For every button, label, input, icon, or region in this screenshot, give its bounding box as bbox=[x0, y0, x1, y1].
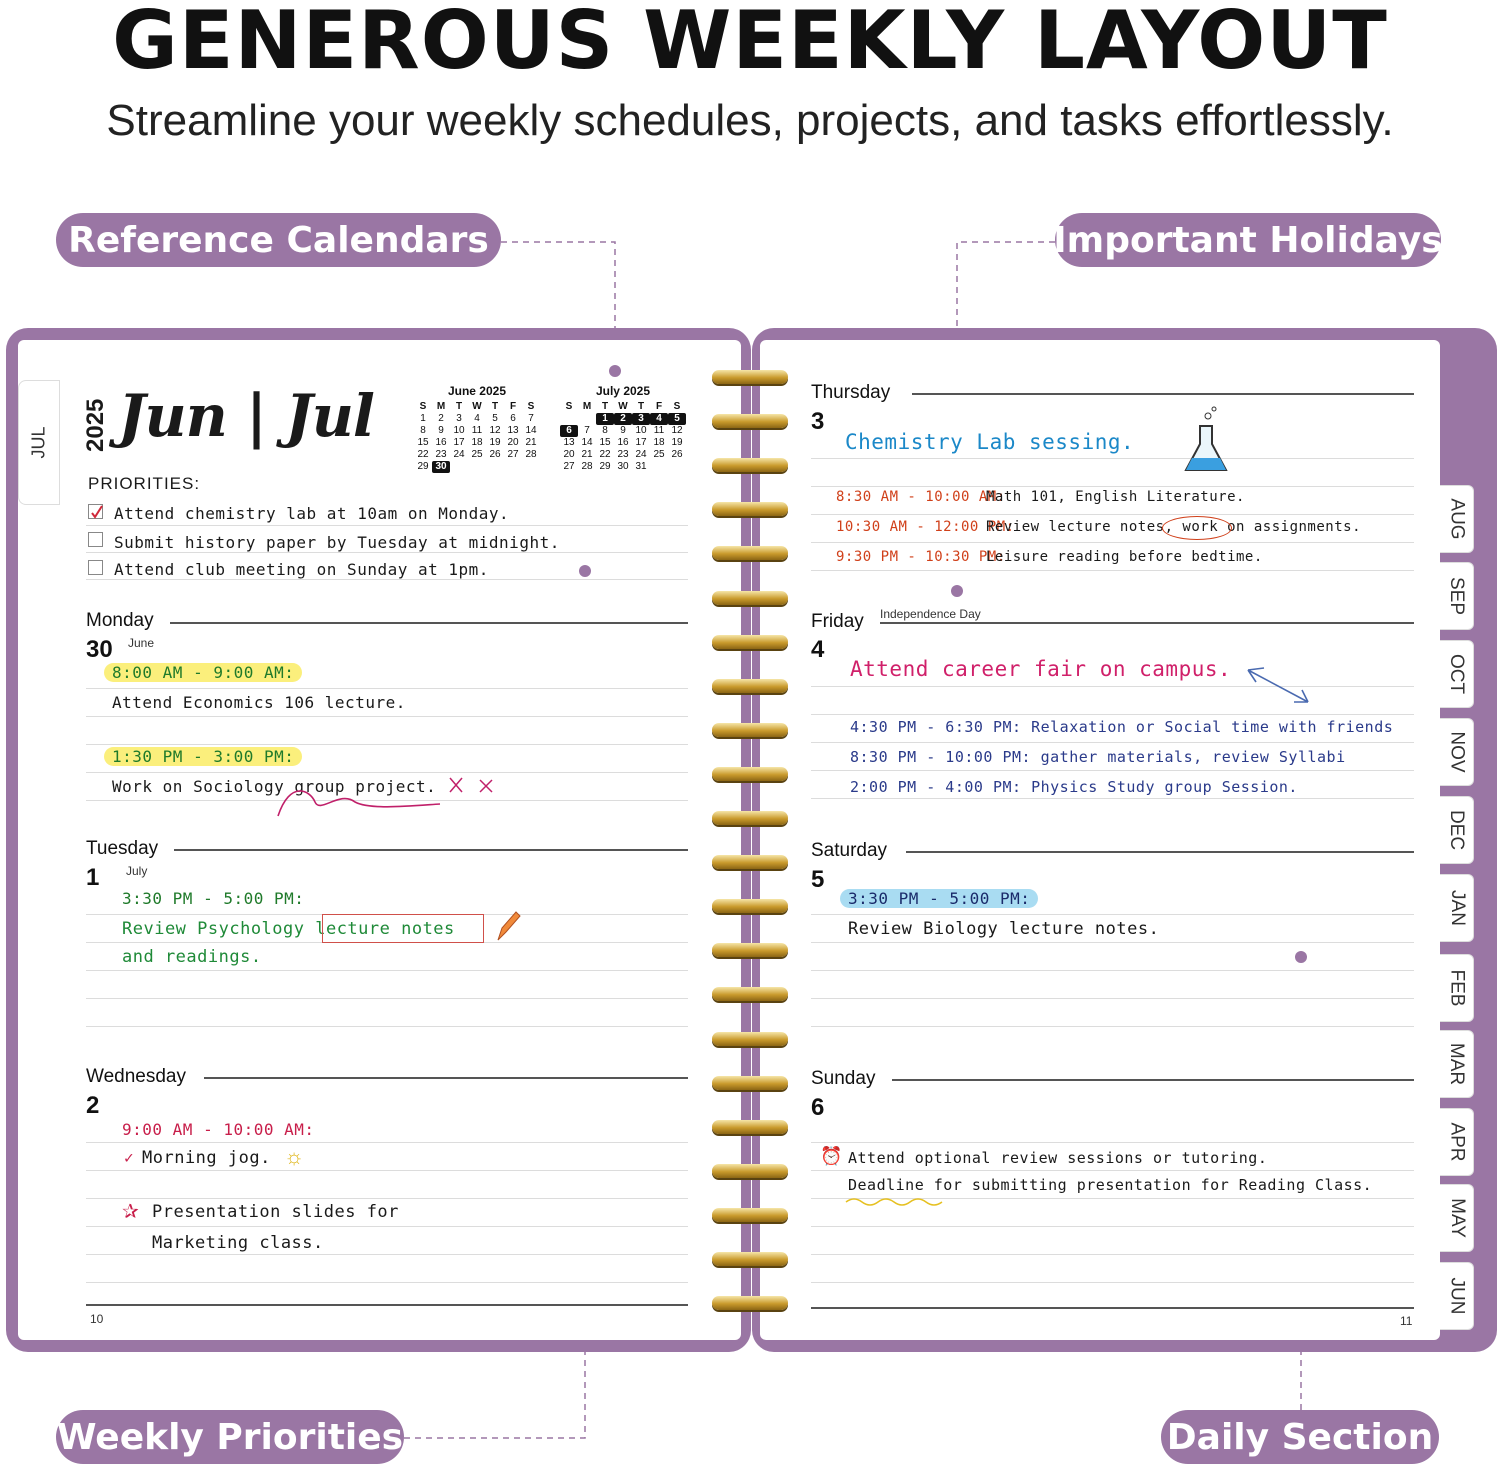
spiral-ring bbox=[712, 1076, 788, 1090]
day-number-thursday: 3 bbox=[811, 408, 825, 435]
priority-checkbox-2[interactable] bbox=[88, 532, 103, 547]
entry-text: Marketing class. bbox=[152, 1233, 324, 1253]
day-number-wednesday: 2 bbox=[86, 1092, 100, 1119]
entry-text: 4:30 PM - 6:30 PM: Relaxation or Social time with friends bbox=[850, 718, 1394, 736]
entry-text: Attend optional review sessions or tutoring. bbox=[848, 1149, 1268, 1167]
day-name-saturday: Saturday bbox=[811, 840, 888, 861]
spiral-ring bbox=[712, 1120, 788, 1134]
year-label: 2025 bbox=[82, 398, 109, 452]
sun-icon: ☼ bbox=[284, 1144, 305, 1169]
entry-text: Deadline for submitting presentation for Reading Class. bbox=[848, 1176, 1373, 1194]
spiral-ring bbox=[712, 987, 788, 1001]
day-number-tuesday: 1 bbox=[86, 864, 100, 891]
june-calendar: June 2025 S M T W T F S 1 2 3 4 5 6 7 8 9 10 11 12 13 14 15 16 17 18 19 20 21 22 23 24 25 26 27 28 29 30 bbox=[417, 384, 537, 472]
time-label: 9:30 PM - 10:30 PM: bbox=[836, 549, 1006, 565]
star-icon: ✰ bbox=[122, 1201, 139, 1223]
spiral-ring bbox=[712, 591, 788, 605]
entry-text: Morning jog. bbox=[142, 1148, 271, 1168]
month-tab-mar[interactable]: MAR bbox=[1440, 1030, 1474, 1098]
spiral-ring bbox=[712, 1252, 788, 1266]
time-label: 9:00 AM - 10:00 AM: bbox=[122, 1120, 315, 1139]
entry-text: Review Psychology lecture notes bbox=[122, 919, 455, 939]
month-tab-nov[interactable]: NOV bbox=[1440, 718, 1474, 786]
month-tab-jan[interactable]: JAN bbox=[1440, 874, 1474, 942]
entry-text: Attend Economics 106 lecture. bbox=[112, 693, 406, 712]
month-tab-sep[interactable]: SEP bbox=[1440, 562, 1474, 630]
month-tab-apr[interactable]: APR bbox=[1440, 1108, 1474, 1176]
day-number-sunday: 6 bbox=[811, 1094, 825, 1121]
wavy-underline bbox=[844, 1196, 954, 1208]
month-marker: July bbox=[126, 864, 148, 878]
spiral-ring bbox=[712, 458, 788, 472]
entry-text: Leisure reading before bedtime. bbox=[986, 549, 1263, 565]
entry-text: 2:00 PM - 4:00 PM: Physics Study group Session. bbox=[850, 778, 1298, 796]
month-tab-dec[interactable]: DEC bbox=[1440, 796, 1474, 864]
day-name-friday: Friday bbox=[811, 611, 864, 632]
time-label: 1:30 PM - 3:00 PM: bbox=[104, 747, 302, 766]
pencil-icon bbox=[492, 908, 522, 944]
spiral-ring bbox=[712, 1032, 788, 1046]
spiral-ring bbox=[712, 679, 788, 693]
month-tab-aug[interactable]: AUG bbox=[1440, 485, 1474, 553]
day-number-saturday: 5 bbox=[811, 866, 825, 893]
callout-dot bbox=[579, 565, 591, 577]
entry-text: and readings. bbox=[122, 947, 262, 967]
headline: GENEROUS WEEKLY LAYOUT bbox=[112, 0, 1388, 87]
scribble-underline bbox=[270, 770, 510, 820]
entry-text: Review lecture notes, work on assignments. bbox=[986, 519, 1362, 535]
day-name-sunday: Sunday bbox=[811, 1068, 876, 1089]
day-number-friday: 4 bbox=[811, 636, 825, 663]
day-number-monday: 30 bbox=[86, 636, 113, 663]
callout-important-holidays: Important Holidays bbox=[1055, 213, 1441, 267]
entry-text: Math 101, English Literature. bbox=[986, 489, 1245, 505]
entry-text: Review Biology lecture notes. bbox=[848, 919, 1160, 939]
spiral-ring bbox=[712, 370, 788, 384]
callout-weekly-priorities: Weekly Priorities bbox=[56, 1410, 404, 1464]
time-label: 10:30 AM - 12:00 PM: bbox=[836, 519, 1015, 535]
month-marker: June bbox=[128, 636, 155, 650]
spiral-ring bbox=[712, 855, 788, 869]
entry-title: Attend career fair on campus. bbox=[850, 657, 1232, 681]
month-tab-oct[interactable]: OCT bbox=[1440, 640, 1474, 708]
day-name-monday: Monday bbox=[86, 610, 154, 631]
month-tab-jul[interactable]: JUL bbox=[18, 380, 60, 505]
flask-icon bbox=[1180, 404, 1232, 478]
entry-title: Chemistry Lab sessing. bbox=[845, 430, 1135, 454]
priority-item: Attend club meeting on Sunday at 1pm. bbox=[114, 560, 489, 579]
spiral-ring bbox=[712, 1296, 788, 1310]
priority-item: Submit history paper by Tuesday at midnight. bbox=[114, 533, 560, 552]
day-name-thursday: Thursday bbox=[811, 382, 891, 403]
entry-text: Presentation slides for bbox=[152, 1202, 399, 1222]
holiday-label: Independence Day bbox=[880, 607, 981, 621]
spiral-ring bbox=[712, 767, 788, 781]
spiral-ring bbox=[712, 1164, 788, 1178]
month-tab-jun[interactable]: JUN bbox=[1440, 1262, 1474, 1330]
time-label: 3:30 PM - 5:00 PM: bbox=[122, 889, 305, 908]
month-title: Jun | Jul bbox=[118, 382, 374, 450]
time-label: 8:30 AM - 10:00 AM: bbox=[836, 489, 1006, 505]
priority-checkbox-1[interactable] bbox=[88, 504, 103, 519]
alarm-icon: ⏰ bbox=[820, 1146, 843, 1166]
priorities-label: PRIORITIES: bbox=[88, 474, 201, 493]
subheadline: Streamline your weekly schedules, projects, and tasks effortlessly. bbox=[106, 96, 1394, 145]
entry-text: 8:30 PM - 10:00 PM: gather materials, review Syllabi bbox=[850, 748, 1346, 766]
month-tab-feb[interactable]: FEB bbox=[1440, 954, 1474, 1022]
check-mark: ✓ bbox=[124, 1148, 135, 1167]
arrow-doodle bbox=[1242, 662, 1314, 708]
callout-dot bbox=[1295, 951, 1307, 963]
callout-reference-calendars: Reference Calendars bbox=[56, 213, 501, 267]
spiral-ring bbox=[712, 414, 788, 428]
spiral-ring bbox=[712, 546, 788, 560]
spiral-ring bbox=[712, 723, 788, 737]
day-name-tuesday: Tuesday bbox=[86, 838, 159, 859]
july-calendar: July 2025 S M T W T F S 1 2 3 4 5 6 7 8 9 10 11 12 13 14 15 16 17 18 19 20 21 22 23 24 25 26 27 28 29 30 31 bbox=[560, 384, 686, 473]
callout-dot bbox=[951, 585, 963, 597]
entry-text: Work on Sociology group project. bbox=[112, 777, 437, 796]
time-label: 3:30 PM - 5:00 PM: bbox=[840, 889, 1038, 908]
spiral-ring bbox=[712, 811, 788, 825]
page-number-left: 10 bbox=[90, 1312, 104, 1326]
spiral-ring bbox=[712, 635, 788, 649]
time-label: 8:00 AM - 9:00 AM: bbox=[104, 663, 302, 682]
spiral-ring bbox=[712, 899, 788, 913]
month-tab-may[interactable]: MAY bbox=[1440, 1184, 1474, 1252]
priority-checkbox-3[interactable] bbox=[88, 560, 103, 575]
spiral-ring bbox=[712, 943, 788, 957]
day-name-wednesday: Wednesday bbox=[86, 1066, 186, 1087]
callout-daily-section: Daily Section bbox=[1161, 1410, 1439, 1464]
page-number-right: 11 bbox=[1400, 1314, 1413, 1328]
priority-item: Attend chemistry lab at 10am on Monday. bbox=[114, 504, 510, 523]
spiral-ring bbox=[712, 502, 788, 516]
spiral-ring bbox=[712, 1208, 788, 1222]
callout-dot bbox=[609, 365, 621, 377]
